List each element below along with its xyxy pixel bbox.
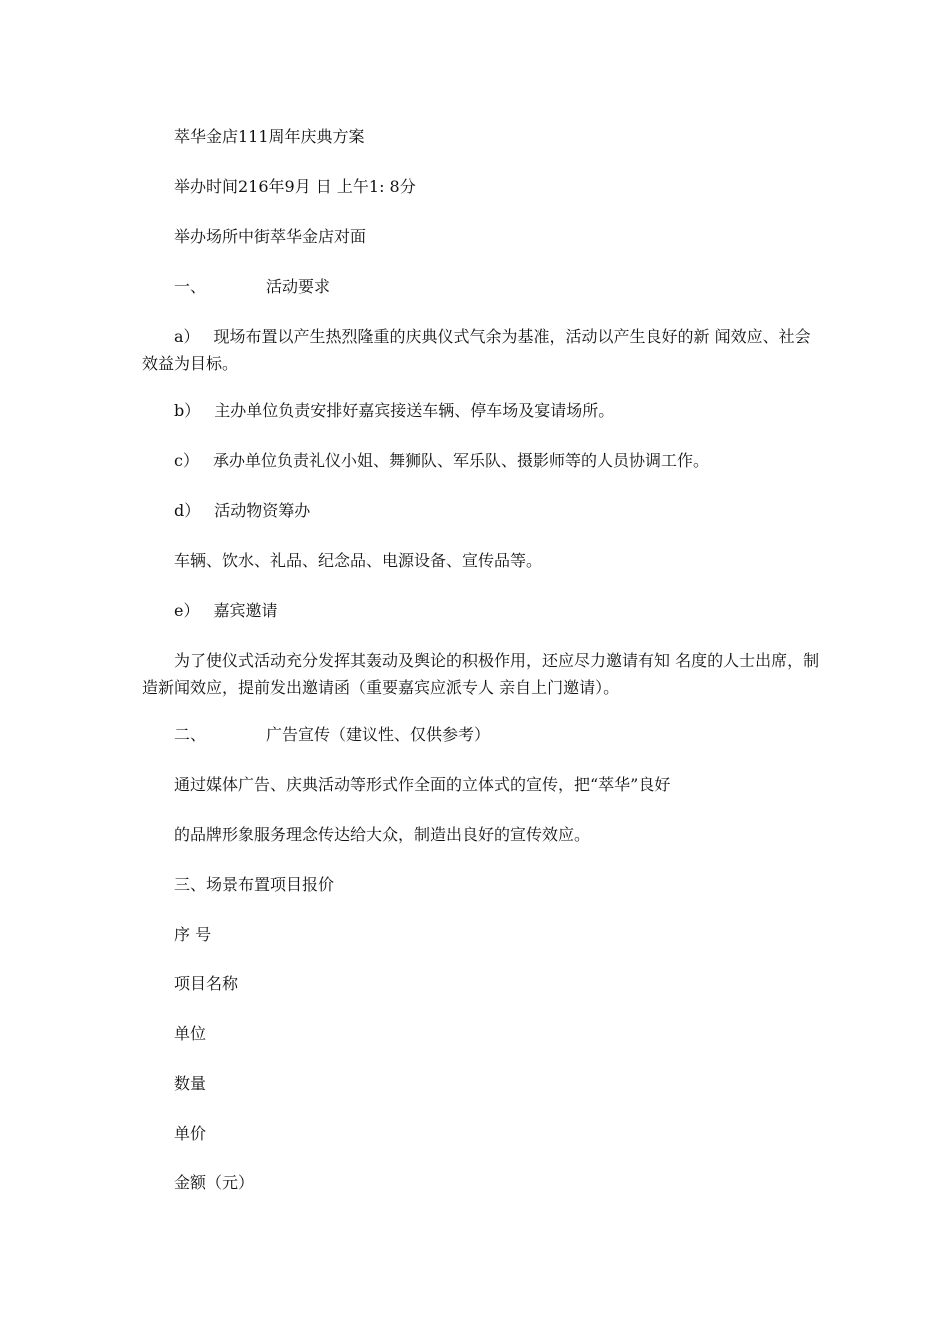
ad-line-2: 的品牌形象服务理念传达给大众，制造出良好的宣传效应。 bbox=[174, 825, 591, 844]
item-label: a） bbox=[174, 327, 200, 346]
table-header-price: 单价 bbox=[174, 1124, 207, 1143]
section-title: 活动要求 bbox=[266, 277, 331, 296]
table-header-amount: 金额（元） bbox=[174, 1173, 255, 1192]
item-label: b） bbox=[174, 401, 201, 420]
invite-paragraph: 为了使仪式活动充分发挥其轰动及舆论的积极作用，还应尽力邀请有知 名度的人士出席，制造新闻效应，提前发出邀请函（重要嘉宾应派专人 亲自上门邀请）。 bbox=[142, 651, 820, 697]
event-venue: 举办场所中街萃华金店对面 bbox=[174, 227, 367, 246]
item-label: e） bbox=[174, 601, 200, 620]
ad-line-1: 通过媒体广告、庆典活动等形式作全面的立体式的宣传，把“萃华”良好 bbox=[174, 775, 671, 794]
document-title: 萃华金店111周年庆典方案 bbox=[174, 127, 365, 146]
item-c bbox=[174, 450, 709, 472]
section-number: 二、 bbox=[174, 725, 207, 744]
item-e bbox=[174, 600, 278, 622]
table-header-qty: 数量 bbox=[174, 1074, 207, 1093]
item-text: 承办单位负责礼仪小姐、舞狮队、军乐队、摄影师等的人员协调工作。 bbox=[212, 451, 709, 470]
section-number: 一、 bbox=[174, 277, 207, 296]
item-d bbox=[174, 500, 310, 522]
table-header-name: 项目名称 bbox=[174, 974, 239, 993]
item-label: d） bbox=[174, 501, 201, 520]
item-text: 活动物资筹办 bbox=[214, 501, 311, 520]
item-a bbox=[142, 323, 822, 377]
table-header-seq: 序 号 bbox=[174, 925, 212, 944]
section-heading-3: 三、场景布置项目报价 bbox=[174, 875, 335, 894]
item-label: c） bbox=[174, 451, 199, 470]
item-text: 主办单位负责安排好嘉宾接送车辆、停车场及宴请场所。 bbox=[214, 401, 615, 420]
supplies-list: 车辆、饮水、礼品、纪念品、电源设备、宣传品等。 bbox=[174, 551, 543, 570]
item-text: 现场布置以产生热烈隆重的庆典仪式气余为基准，活动以产生良好的新 闻效应、社会效益为目标。 bbox=[142, 327, 811, 373]
section-heading-1 bbox=[174, 276, 330, 298]
event-time: 举办时间216年9月 日 上午1: 8分 bbox=[174, 177, 416, 196]
item-b bbox=[174, 400, 614, 422]
section-heading-2 bbox=[174, 724, 490, 746]
table-header-unit: 单位 bbox=[174, 1024, 207, 1043]
section-title: 广告宣传（建议性、仅供参考） bbox=[266, 725, 491, 744]
item-text: 嘉宾邀请 bbox=[213, 601, 278, 620]
